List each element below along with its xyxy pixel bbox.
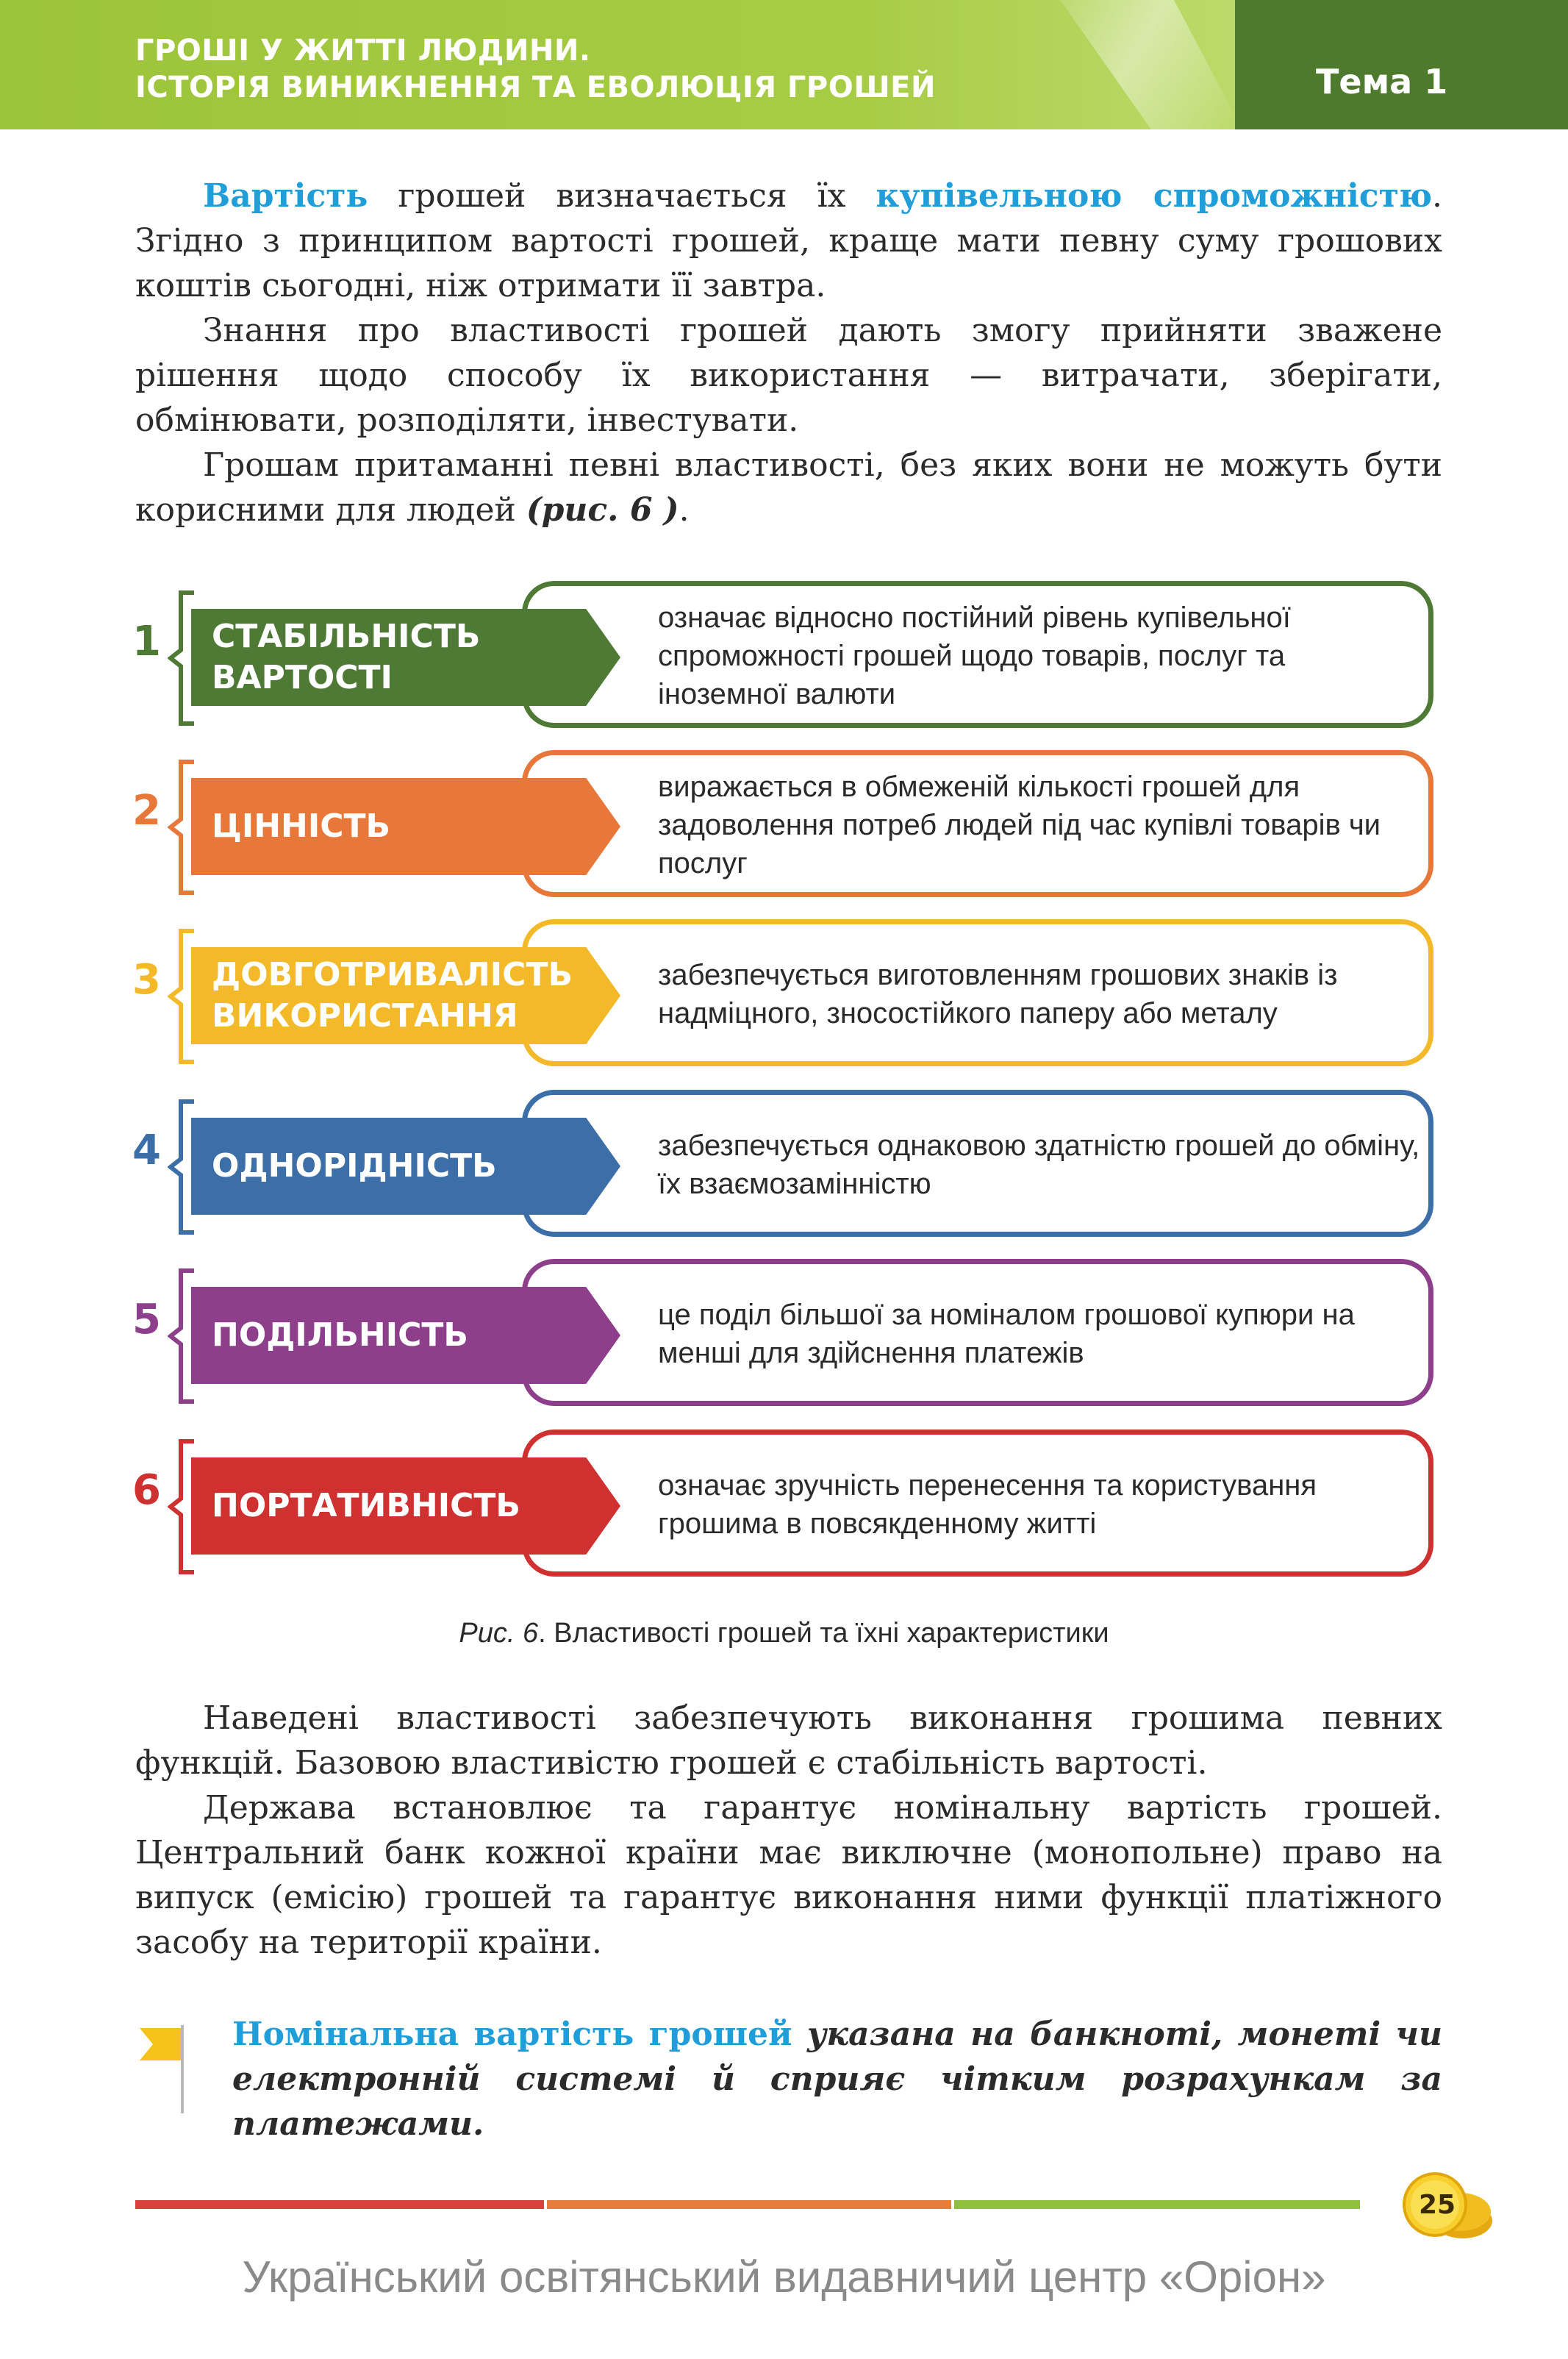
property-row: [132, 1259, 1441, 1413]
header-highlight: [1014, 0, 1242, 129]
property-description: забезпечується виготовленням грошових знаків із надміцного, зносостійкого паперу або металу: [658, 959, 1338, 1029]
term-nominal-value: Номінальна вартість грошей: [232, 2016, 792, 2053]
property-label: ОДНОРІДНІСТЬ: [212, 1147, 497, 1185]
property-number: 4: [132, 1127, 161, 1174]
definition-note: [232, 2012, 1442, 2146]
property-label: ДОВГОТРИВАЛІСТЬ ВИКОРИСТАННЯ: [212, 956, 573, 1035]
publisher-name: Український освітянський видавничий центр «Оріон»: [242, 2252, 1326, 2302]
properties-diagram: [0, 574, 1568, 1603]
header-title: [135, 32, 936, 106]
property-label: ЦІННІСТЬ: [212, 807, 391, 845]
intro-p3-end: .: [679, 491, 690, 529]
property-row: [132, 750, 1441, 904]
intro-text: [135, 174, 1442, 532]
property-description: виражається в обмеженій кількості грошей для задоволення потреб людей під час купівлі товарів чи послуг: [658, 771, 1381, 879]
property-number: 6: [132, 1466, 161, 1514]
property-number: 5: [132, 1296, 161, 1343]
intro-paragraph-1: [135, 174, 1442, 308]
property-description: це поділ більшої за номіналом грошової купюри на менші для здійснення платежів: [658, 1299, 1355, 1369]
page-header: [0, 0, 1568, 129]
figure-caption-text: . Властивості грошей та їхні характеристики: [538, 1618, 1109, 1649]
page-number: 25: [1418, 2190, 1456, 2220]
intro-p1-rest: . Згідно з принципом вартості грошей, краще мати певну суму грошових коштів сьогодні, ніж отримати її завтра.: [135, 177, 1442, 304]
after-paragraph-2: Держава встановлює та гарантує номінальну вартість грошей. Центральний банк кожної країни має виключне (монопольне) право на випуск (емісію) грошей та гарантує виконання ними функції платіжного засобу на території країни.: [135, 1789, 1442, 1961]
intro-paragraph-2: Знання про властивості грошей дають змогу прийняти зважене рішення щодо способу їх використання — витрачати, зберігати, обмінювати, розподіляти, інвестувати.: [135, 312, 1442, 439]
property-row: [132, 1090, 1441, 1244]
property-label: СТАБІЛЬНІСТЬ ВАРТОСТІ: [212, 618, 481, 696]
property-number: 3: [132, 956, 161, 1004]
after-paragraph-1: Наведені властивості забезпечують виконання грошима певних функцій. Базовою властивістю грошей є стабільність вартості.: [135, 1699, 1442, 1782]
after-text: [135, 1696, 1442, 1965]
property-row: [132, 919, 1441, 1074]
term-value: Вартість: [203, 177, 368, 215]
header-topic: Тема 1: [1316, 62, 1448, 101]
intro-p3-main: Грошам притаманні певні властивості, без яких вони не можуть бути корисними для людей: [135, 446, 1442, 529]
header-title-line2: ІСТОРІЯ ВИНИКНЕННЯ ТА ЕВОЛЮЦІЯ ГРОШЕЙ: [135, 71, 936, 104]
intro-p1-mid: грошей визначається їх: [368, 177, 876, 215]
footer-line-green: [954, 2200, 1360, 2209]
header-title-line1: ГРОШІ У ЖИТТІ ЛЮДИНИ.: [135, 34, 591, 68]
property-number: 1: [132, 618, 161, 665]
property-label: ПОДІЛЬНІСТЬ: [212, 1316, 468, 1354]
intro-paragraph-3: [135, 443, 1442, 532]
property-number: 2: [132, 787, 161, 835]
property-row: [132, 581, 1441, 735]
definition-note-text: указана на банкноті, монеті чи електронній системі й сприяє чітким розрахункам за платежами.: [232, 2016, 1442, 2143]
footer-line-orange: [547, 2200, 951, 2209]
property-description: означає зручність перенесення та користування грошима в повсякденному житті: [658, 1469, 1317, 1540]
figure-reference: (рис. 6 ): [526, 491, 679, 529]
property-description: означає відносно постійний рівень купівельної спроможності грошей щодо товарів, послуг та іноземної валюти: [658, 602, 1291, 710]
footer-line-red: [135, 2200, 544, 2209]
property-label: ПОРТАТИВНІСТЬ: [212, 1487, 520, 1524]
property-description: забезпечується однаковою здатністю грошей до обміну, їх взаємозамінністю: [658, 1129, 1420, 1200]
property-row: [132, 1430, 1441, 1584]
flag-icon: [137, 2018, 188, 2113]
term-purchasing-power: купівельною спроможністю: [876, 177, 1432, 215]
figure-caption: [0, 1618, 1568, 1649]
figure-caption-ref: Рис. 6: [459, 1618, 539, 1649]
